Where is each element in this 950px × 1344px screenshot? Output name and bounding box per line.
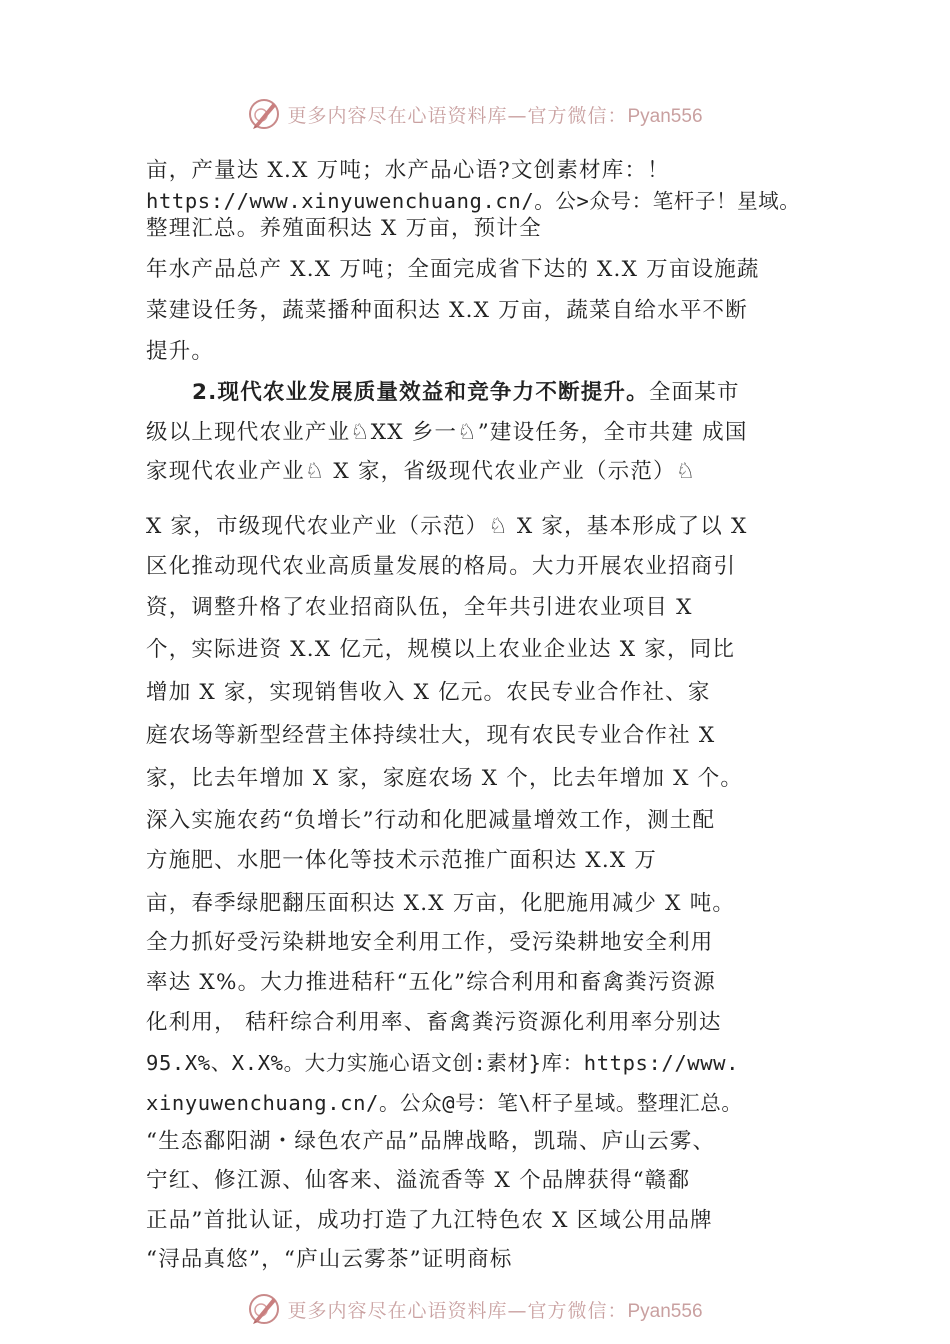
body-line: 深入实施农药“负增长”行动和化肥减量增效工作，测土配 — [146, 808, 716, 833]
body-line: xinyuwenchuang.cn/。公众@号：笔\杆子星域。整理汇总。 — [146, 1091, 743, 1115]
pen-logo-icon — [247, 97, 281, 131]
watermark-dash: — — [507, 1299, 528, 1322]
section-heading — [192, 378, 740, 408]
body-line: 正品”首批认证，成功打造了九江特色农 X 区域公用品牌 — [146, 1208, 713, 1233]
watermark-banner-bottom — [0, 1289, 950, 1329]
body-line: 级以上现代农业产业♘XX 乡一♘”建设任务，全市共建 成国 — [146, 420, 748, 445]
body-line: 提升。 — [146, 339, 215, 364]
body-line: 方施肥、水肥一体化等技术示范推广面积达 X.X 万 — [146, 848, 658, 873]
watermark-wechat-label: 官方微信： — [527, 104, 628, 127]
body-line: 家，比去年增加 X 家，家庭农场 X 个，比去年增加 X 个。 — [146, 766, 744, 791]
watermark-text — [287, 101, 702, 128]
watermark-title: 更多内容尽在心语资料库 — [287, 1299, 508, 1322]
watermark-handle: Pyan556 — [627, 1300, 703, 1322]
body-line: 率达 X%。大力推进秸秆“五化”综合利用和畜禽粪污资源 — [146, 970, 716, 995]
body-line: https://www.xinyuwenchuang.cn/。公>众号：笔杆子！星域。 — [146, 189, 801, 213]
body-line: 增加 X 家，实现销售收入 X 亿元。农民专业合作社、家 — [146, 680, 711, 705]
body-line: 庭农场等新型经营主体持续壮大，现有农民专业合作社 X — [146, 723, 716, 748]
watermark-dash: — — [507, 104, 528, 127]
watermark-title: 更多内容尽在心语资料库 — [287, 104, 508, 127]
watermark-banner-top — [0, 94, 950, 134]
body-line: 家现代农业产业♘ X 家，省级现代农业产业（示范）♘ — [146, 459, 697, 484]
body-line: 区化推动现代农业高质量发展的格局。大力开展农业招商引 — [146, 554, 737, 579]
body-line: 年水产品总产 X.X 万吨；全面完成省下达的 X.X 万亩设施蔬 — [146, 257, 760, 282]
body-line: 个，实际进资 X.X 亿元，规模以上农业企业达 X 家，同比 — [146, 637, 736, 662]
body-line: 宁红、修江源、仙客来、溢流香等 X 个品牌获得“赣鄱 — [146, 1168, 691, 1193]
body-line: 95.X%、X.X%。大力实施心语文创:素材}库：https://www. — [146, 1051, 740, 1075]
body-line: X 家，市级现代农业产业（示范）♘ X 家，基本形成了以 X — [146, 514, 748, 539]
body-line: 全力抓好受污染耕地安全利用工作，受污染耕地安全利用 — [146, 930, 714, 955]
watermark-handle: Pyan556 — [627, 105, 703, 127]
body-line: 整理汇总。养殖面积达 X 万亩，预计全 — [146, 216, 542, 241]
body-line: 亩，产量达 X.X 万吨；水产品心语?文创素材库：！ — [146, 158, 670, 183]
body-line: 亩，春季绿肥翻压面积达 X.X 万亩，化肥施用减少 X 吨。 — [146, 891, 736, 916]
watermark-wechat-label: 官方微信： — [527, 1299, 628, 1322]
watermark-text — [287, 1296, 702, 1323]
section-heading-bold: 2.现代农业发展质量效益和竞争力不断提升。 — [192, 380, 649, 405]
body-line: “浔品真悠”，“庐山云雾茶”证明商标 — [146, 1247, 513, 1272]
body-line: 菜建设任务，蔬菜播种面积达 X.X 万亩，蔬菜自给水平不断 — [146, 298, 748, 323]
pen-logo-icon — [247, 1292, 281, 1326]
body-line: 化利用， 秸秆综合利用率、畜禽粪污资源化利用率分别达 — [146, 1010, 722, 1035]
body-line: 资，调整升格了农业招商队伍，全年共引进农业项目 X — [146, 595, 693, 620]
body-line: “生态鄱阳湖・绿色农产品”品牌战略，凯瑞、庐山云雾、 — [146, 1129, 716, 1154]
section-heading-rest: 全面某市 — [648, 380, 740, 405]
